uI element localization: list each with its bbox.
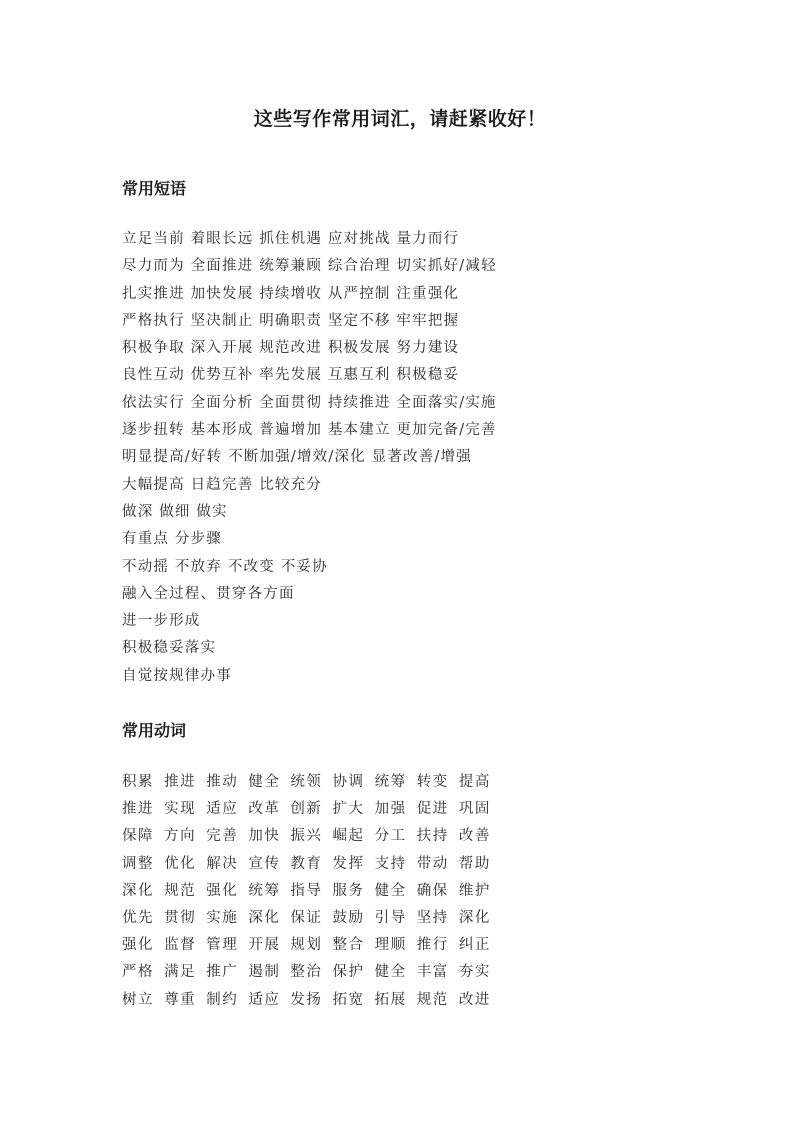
list-item: 进一步形成: [122, 613, 201, 630]
list-item: 扎实推进 加快发展 持续增收 从严控制 注重强化: [122, 285, 460, 302]
list-item: 深化 规范 强化 统筹 指导 服务 健全 确保 维护: [122, 882, 491, 899]
list-item: 严格 满足 推广 遏制 整治 保护 健全 丰富 夯实: [122, 964, 491, 981]
list-item: 立足当前 着眼长远 抓住机遇 应对挑战 量力而行: [122, 231, 460, 247]
phrase-list: [122, 228, 497, 692]
list-item: 积极稳妥落实: [122, 640, 217, 657]
list-item: 优先 贯彻 实施 深化 保证 鼓励 引导 坚持 深化: [122, 909, 491, 926]
list-item: 积极争取 深入开展 规范改进 积极发展 努力建设: [122, 340, 460, 357]
list-item: 强化 监督 管理 开展 规划 整合 理顺 推行 纠正: [122, 937, 491, 954]
list-item: 调整 优化 解决 宣传 教育 发挥 支持 带动 帮助: [122, 855, 491, 872]
list-item: 依法实行 全面分析 全面贯彻 持续推进 全面落实/实施: [122, 394, 497, 411]
section-heading-phrases: 常用短语: [122, 179, 187, 198]
list-item: 严格执行 坚决制止 明确职责 坚定不移 牢牢把握: [122, 312, 460, 329]
list-item: 有重点 分步骤: [122, 531, 223, 548]
list-item: 做深 做细 做实: [122, 503, 228, 520]
list-item: 逐步扭转 基本形成 普遍增加 基本建立 更加完备/完善: [122, 422, 497, 439]
list-item: 良性互动 优势互补 率先发展 互惠互利 积极稳妥: [122, 367, 460, 384]
section-heading-verbs: 常用动词: [122, 721, 187, 740]
page-title: 这些写作常用词汇，请赶紧收好！: [253, 108, 547, 130]
list-item: 树立 尊重 制约 适应 发扬 拓宽 拓展 规范 改进: [122, 991, 491, 1008]
list-item: 推进 实现 适应 改革 创新 扩大 加强 促进 巩固: [122, 801, 491, 818]
list-item: 融入全过程、贯穿各方面: [122, 585, 295, 602]
list-item: 保障 方向 完善 加快 振兴 崛起 分工 扶持 改善: [122, 828, 491, 845]
list-item: 明显提高/好转 不断加强/增效/深化 显著改善/增强: [122, 449, 472, 466]
list-item: 不动摇 不放弃 不改变 不妥协: [122, 558, 328, 575]
list-item: 尽力而为 全面推进 统筹兼顾 综合治理 切实抓好/减轻: [122, 258, 497, 275]
verb-list: [122, 771, 491, 1016]
list-item: 大幅提高 日趋完善 比较充分: [122, 476, 323, 493]
list-item: 自觉按规律办事: [122, 667, 232, 684]
list-item: 积累 推进 推动 健全 统领 协调 统筹 转变 提高: [122, 774, 491, 790]
